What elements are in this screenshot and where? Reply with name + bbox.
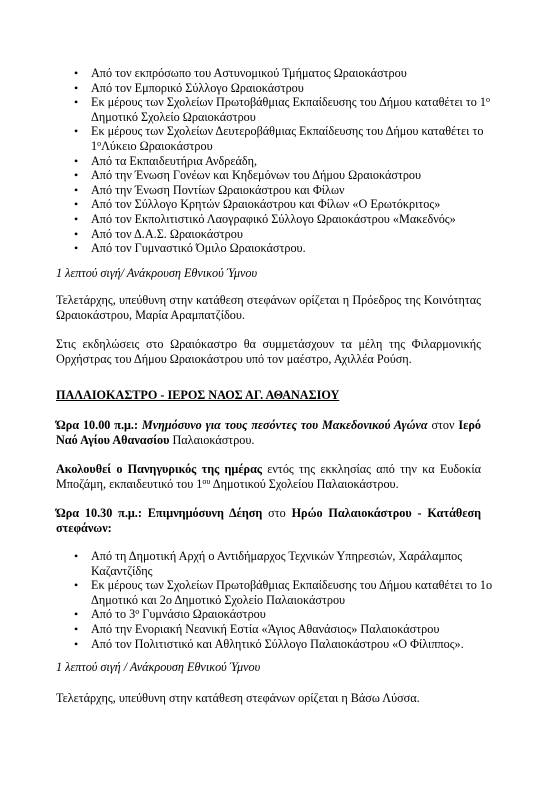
- list-item: • Από τα Εκπαιδευτήρια Ανδρεάδη,: [74, 154, 494, 169]
- list-item-text: Λύκειο Ωραιοκάστρου: [101, 138, 213, 153]
- list-item-text: Εκ μέρους των Σχολείων Πρωτοβάθμιας Εκπαίδευσης του Δήμου καταθέτει το 1: [91, 95, 487, 110]
- list-item: [74, 607, 494, 622]
- memorial2-place: Ηρώο Παλαιοκάστρου - Κατάθεση στεφάνων:: [56, 506, 482, 535]
- list-item-text: Γυμνάσιο Ωραιοκάστρου: [139, 607, 266, 622]
- memorial2-time: Ώρα 10.30 π.μ.:: [56, 506, 142, 520]
- wreath-list-oraiokastro: [74, 66, 494, 256]
- list-item: • Από την Ενοριακή Νεανική Εστία «Άγιος Αθανάσιος» Παλαιοκάστρου: [74, 622, 494, 637]
- minute-silence-line: 1 λεπτού σιγή/ Ανάκρουση Εθνικού Ύμνου: [56, 266, 258, 280]
- list-item: [74, 95, 494, 124]
- memorial-text: στον: [427, 418, 459, 432]
- list-item: • Από τη Δημοτική Αρχή ο Αντιδήμαρχος Τεχνικών Υπηρεσιών, Χαράλαμπος Καζαντζίδης: [74, 549, 494, 578]
- list-item: • Από τον Σύλλογο Κρητών Ωραιοκάστρου και Φίλων «Ο Ερωτόκριτος»: [74, 197, 494, 212]
- master-of-ceremonies-paragraph: Τελετάρχης, υπεύθυνη στην κατάθεση στεφάνων ορίζεται η Πρόεδρος της Κοινότητας Ωραιοκάστρου, Μαρία Αραμπατζίδου.: [56, 293, 481, 322]
- list-item: • Από τον Εκπολιτιστικό Λαογραφικό Σύλλογο Ωραιοκάστρου «Μακεδνός»: [74, 212, 494, 227]
- memorial-time: Ώρα 10.00 π.μ.:: [56, 418, 139, 432]
- memorial2-title: Επιμνημόσυνη Δέηση: [141, 506, 263, 520]
- memorial-paragraph: [56, 418, 481, 447]
- minute-silence-line-2: 1 λεπτού σιγή / Ανάκρουση Εθνικού Ύμνου: [56, 660, 261, 674]
- memorial2-text: στο: [262, 506, 292, 520]
- list-item: • Εκ μέρους των Σχολείων Πρωτοβάθμιας Εκπαίδευσης του Δήμου καταθέτει το 1ο Δημοτικό και 2ο Δημοτικό Σχολείο Παλαιοκάστρου: [74, 578, 494, 607]
- philharmonic-paragraph: Στις εκδηλώσεις στο Ωραιόκαστρο θα συμμετάσχουν τα μέλη της Φιλαρμονικής Ορχήστρας του Δήμου Ωραιοκάστρου υπό τον μαέστρο, Αχιλλέα Ρούση.: [56, 337, 481, 366]
- list-item-text: Από το 3: [91, 607, 136, 622]
- list-item-text: Δημοτικό Σχολείο Ωραιοκάστρου: [91, 109, 256, 124]
- list-item-text: Εκ μέρους των Σχολείων Δευτεροβάθμιας Εκπαίδευσης του Δήμου καταθέτει το 1: [91, 124, 484, 153]
- list-item: • Από τον εκπρόσωπο του Αστυνομικού Τμήματος Ωραιοκάστρου: [74, 66, 494, 81]
- list-item: • Από τον Εμπορικό Σύλλογο Ωραιοκάστρου: [74, 81, 494, 96]
- list-item: • Από τον Πολιτιστικό και Αθλητικό Σύλλογο Παλαιοκάστρου «Ο Φίλιππος».: [74, 637, 494, 652]
- superscript: ο: [135, 607, 140, 617]
- superscript: ο: [486, 95, 491, 105]
- list-item: • Από τον Γυμναστικό Όμιλο Ωραιοκάστρου.: [74, 241, 494, 256]
- list-item: [74, 124, 494, 153]
- wreath-list-palaiokastro: [74, 549, 494, 651]
- section-heading: ΠΑΛΑΙΟΚΑΣΤΡΟ - ΙΕΡΟΣ ΝΑΟΣ ΑΓ. ΑΘΑΝΑΣΙΟΥ: [56, 388, 340, 402]
- speech-paragraph: [56, 462, 481, 491]
- master-of-ceremonies-paragraph-2: Τελετάρχης, υπεύθυνη στην κατάθεση στεφάνων ορίζεται η Βάσω Λύσσα.: [56, 691, 420, 705]
- memorial2-paragraph: [56, 506, 481, 535]
- speech-text: εντός της εκκλησίας από την κα Ευδοκία Μποζάμη, εκπαιδευτικό του 1: [56, 462, 482, 491]
- superscript: ου: [202, 476, 211, 486]
- speech-lead: Ακολουθεί ο Πανηγυρικός της ημέρας: [56, 462, 263, 476]
- speech-text: Δημοτικού Σχολείου Παλαιοκάστρου.: [210, 476, 399, 491]
- list-item: • Από την Ένωση Γονέων και Κηδεμόνων του Δήμου Ωραιοκάστρου: [74, 168, 494, 183]
- list-item: • Από τον Δ.Α.Σ. Ωραιοκάστρου: [74, 227, 494, 242]
- memorial-title: Μνημόσυνο για τους πεσόντες του Μακεδονικού Αγώνα: [141, 418, 428, 432]
- memorial-text: Παλαιοκάστρου.: [169, 432, 255, 447]
- superscript: ο: [97, 138, 102, 148]
- memorial-place: Ιερό Ναό Αγίου Αθανασίου: [56, 418, 481, 447]
- list-item: • Από την Ένωση Ποντίων Ωραιοκάστρου και Φίλων: [74, 183, 494, 198]
